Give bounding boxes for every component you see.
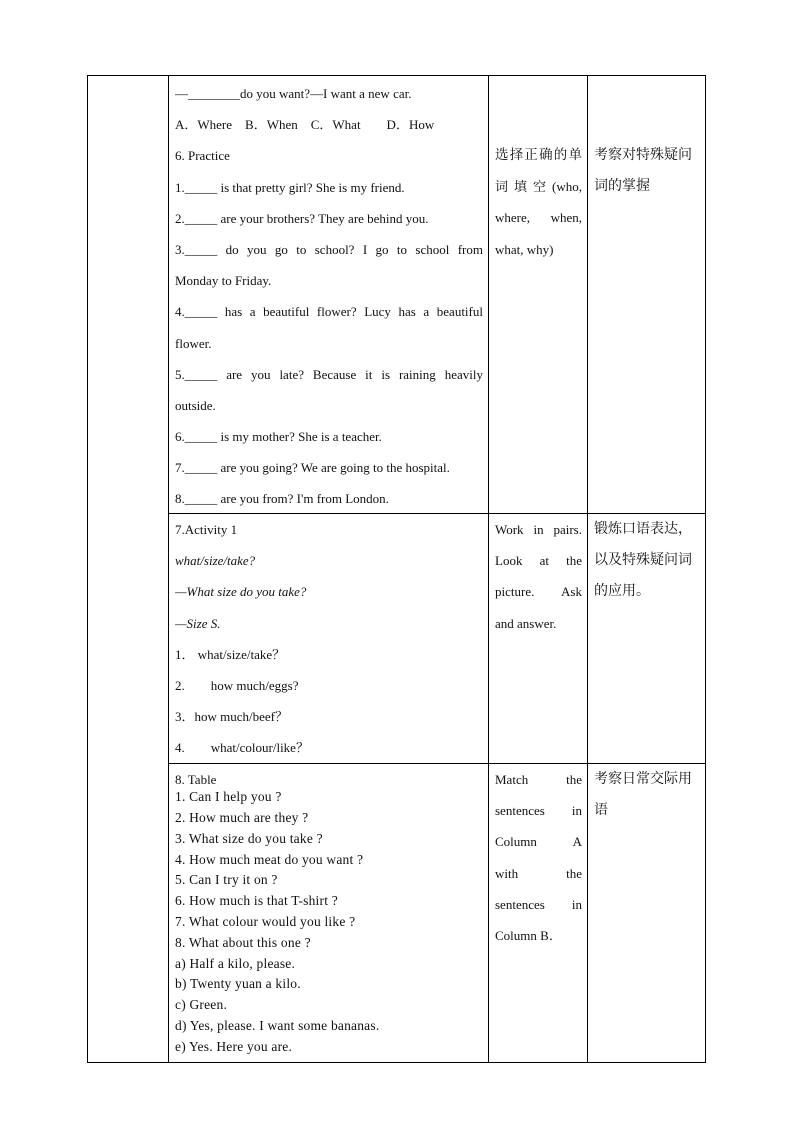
aim-line: 的应用。 xyxy=(594,583,650,600)
activity-line: Column A xyxy=(495,834,582,850)
activity-line: where, when, xyxy=(495,210,582,226)
aim-line: 词的掌握 xyxy=(594,178,650,195)
activity-line: Look at the xyxy=(495,553,582,569)
activity-line: sentences in xyxy=(495,803,582,819)
question-item: 8. What about this one ? xyxy=(175,934,311,950)
table-content xyxy=(169,764,489,1058)
practice-item-cont: flower. xyxy=(175,335,212,351)
activity1-aim xyxy=(588,514,707,608)
aim-line: 锻炼口语表达， xyxy=(594,521,692,537)
activity-line: 词 填 空 (who, xyxy=(495,179,582,195)
practice-heading: 6. Practice xyxy=(175,148,230,164)
question-item: 6. How much is that T-shirt ? xyxy=(175,893,338,909)
activity-line: Column B． xyxy=(495,927,562,943)
question-item: 3. What size do you take ? xyxy=(175,830,323,846)
practice-activity xyxy=(489,140,588,265)
activity-line: with the xyxy=(495,865,582,881)
activity-line: Work in pairs. xyxy=(495,522,582,537)
practice-item: 4._____ has a beautiful flower? Lucy has a beautiful xyxy=(175,304,483,320)
activity-line: and answer. xyxy=(495,615,557,631)
activity-line: 选择正确的单 xyxy=(495,147,582,163)
answer-item: b) Twenty yuan a kilo. xyxy=(175,976,301,992)
practice-item: 1._____ is that pretty girl? She is my friend. xyxy=(175,179,405,195)
answer-item: e) Yes. Here you are. xyxy=(175,1038,293,1054)
activity1-content xyxy=(169,514,489,764)
answer-item: d) Yes, please. I want some bananas. xyxy=(175,1017,380,1033)
practice-item: 5._____ are you late? Because it is raining heavily xyxy=(175,366,483,382)
practice-item-cont: outside. xyxy=(175,397,216,413)
activity1-prompt: 2. how much/eggs? xyxy=(175,677,299,693)
example-question: —What size do you take? xyxy=(175,584,307,600)
table-aim xyxy=(588,764,707,826)
practice-item: 3._____ do you go to school? I go to school from xyxy=(175,241,483,257)
activity-line: sentences in xyxy=(495,896,582,912)
activity1-activity xyxy=(489,514,588,639)
practice-item: 8._____ are you from? I'm from London. xyxy=(175,491,389,507)
table-heading: 8. Table xyxy=(175,772,217,787)
practice-item: 7._____ are you going? We are going to the hospital. xyxy=(175,460,450,476)
table-activity xyxy=(489,764,588,951)
intro-question: —________do you want?—I want a new car. xyxy=(175,86,412,101)
activity-line: what, why) xyxy=(495,241,554,257)
intro-options: A．Where B．When C．What D．How xyxy=(175,117,435,133)
activity-line: Match the xyxy=(495,772,582,787)
practice-aim xyxy=(588,140,707,202)
practice-item-cont: Monday to Friday. xyxy=(175,273,272,289)
question-list xyxy=(175,787,483,1057)
aim-line: 语 xyxy=(594,802,608,819)
activity1-heading: 7.Activity 1 xyxy=(175,522,238,537)
answer-item: c) Green. xyxy=(175,997,228,1013)
answer-item: a) Half a kilo, please. xyxy=(175,955,296,971)
activity1-prompt: 1． what/size/take？ xyxy=(175,646,286,662)
aim-line: 以及特殊疑问词 xyxy=(594,552,692,569)
practice-item: 6._____ is my mother? She is a teacher. xyxy=(175,429,382,445)
example-prompt: what/size/take? xyxy=(175,553,256,569)
question-item: 1. Can I help you ? xyxy=(175,789,282,805)
practice-item: 2._____ are your brothers? They are behind you. xyxy=(175,210,429,226)
lesson-table xyxy=(87,75,706,1063)
activity1-prompt: 4. what/colour/like？ xyxy=(175,740,309,756)
question-item: 5. Can I try it on ? xyxy=(175,872,278,888)
activity1-prompt: 3．how much/beef？ xyxy=(175,709,289,725)
activity-line: picture. Ask xyxy=(495,584,582,600)
practice-content xyxy=(169,78,489,515)
question-item: 7. What colour would you like ? xyxy=(175,913,356,929)
question-item: 2. How much are they ? xyxy=(175,809,309,825)
aim-line: 考察对特殊疑问 xyxy=(594,147,692,163)
aim-line: 考察日常交际用 xyxy=(594,771,692,787)
question-item: 4. How much meat do you want ? xyxy=(175,851,364,867)
example-answer: —Size S. xyxy=(175,615,221,631)
